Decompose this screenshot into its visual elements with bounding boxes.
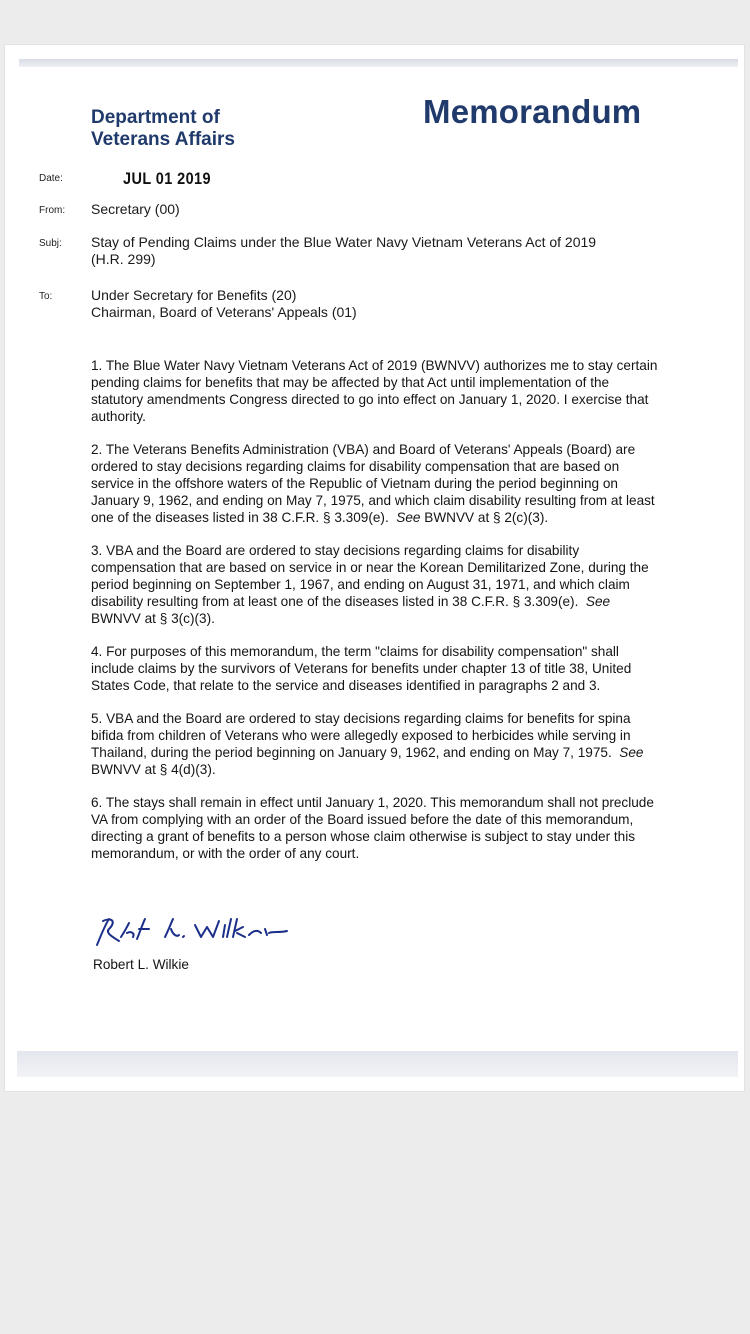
subj-label: Subj: <box>39 238 62 249</box>
paragraph-1: 1. The Blue Water Navy Vietnam Veterans Act of 2019 (BWNVV) authorizes me to stay certain pending claims for benefits that may be affected by that Act until implementation of the statutory amendments Congress directed to go into effect on January 1, 2020. I exercise that authority. <box>91 358 658 424</box>
bottom-band <box>17 1051 738 1077</box>
subject-block <box>91 234 651 268</box>
paragraph-3-text: 3. VBA and the Board are ordered to stay decisions regarding claims for disability compensation that are based on service in or near the Korean Demilitarized Zone, during the period beginning on September 1, 1967, and ending on August 31, 1971, and which claim disability resulting from at least one of the diseases listed in 38 C.F.R. § 3.309(e). <box>91 543 649 609</box>
memo-title: Memorandum <box>423 93 642 130</box>
dept-line-2: Veterans Affairs <box>91 129 235 150</box>
subject-line-1: Stay of Pending Claims under the Blue Water Navy Vietnam Veterans Act of 2019 <box>91 234 597 250</box>
date-label: Date: <box>39 173 63 184</box>
paragraph-2 <box>91 441 661 526</box>
handwritten-signature <box>91 911 311 951</box>
memo-body <box>91 357 661 878</box>
memo-page <box>4 44 745 1092</box>
from-label: From: <box>39 205 66 216</box>
paragraph-3-citation: BWNVV at § 3(c)(3). <box>91 611 215 626</box>
paragraph-2-citation: BWNVV at § 2(c)(3). <box>424 510 549 525</box>
to-block <box>91 287 651 321</box>
top-rule <box>19 59 738 67</box>
subject-line-2: (H.R. 299) <box>91 251 156 267</box>
paragraph-6: 6. The stays shall remain in effect until January 1, 2020. This memorandum shall not preclude VA from complying with an order of the Board issued before the date of this memorandum, directing a grant of benefits to a person whose claim otherwise is subject to stay under this memorandum, or with the order of any court. <box>91 795 654 861</box>
to-line-2: Chairman, Board of Veterans' Appeals (01) <box>91 304 357 320</box>
to-line-1: Under Secretary for Benefits (20) <box>91 287 297 303</box>
signatory-name: Robert L. Wilkie <box>93 957 189 972</box>
paragraph-3 <box>91 542 661 627</box>
paragraph-5 <box>91 710 661 778</box>
paragraph-5-text: 5. VBA and the Board are ordered to stay decisions regarding claims for benefits for spina bifida from children of Veterans who were allegedly exposed to herbicides while serving in Thailand, during the period beginning on January 9, 1962, and ending on May 7, 1975. <box>91 711 631 760</box>
date-stamp: JUL 01 2019 <box>123 169 211 188</box>
paragraph-4: 4. For purposes of this memorandum, the term "claims for disability compensation" shall include claims by the survivors of Veterans for benefits under chapter 13 of title 38, United States Code, that relate to the service and diseases identified in paragraphs 2 and 3. <box>91 644 632 693</box>
department-name <box>91 107 235 151</box>
paragraph-2-text: 2. The Veterans Benefits Administration (VBA) and Board of Veterans' Appeals (Board) are ordered to stay decisions regarding claims for disability compensation that are based on service in the offshore waters of the Republic of Vietnam during the period beginning on January 9, 1962, and ending on May 7, 1975, and which claim disability resulting from at least one of the diseases listed in 38 C.F.R. § 3.309(e). <box>91 442 655 525</box>
from-value: Secretary (00) <box>91 201 180 217</box>
paragraph-2-see: See <box>396 510 421 525</box>
paragraph-5-citation: BWNVV at § 4(d)(3). <box>91 762 216 777</box>
to-label: To: <box>39 291 53 302</box>
paragraph-3-see: See <box>585 594 611 609</box>
paragraph-5-see: See <box>619 745 644 760</box>
dept-line-1: Department of <box>91 107 220 128</box>
